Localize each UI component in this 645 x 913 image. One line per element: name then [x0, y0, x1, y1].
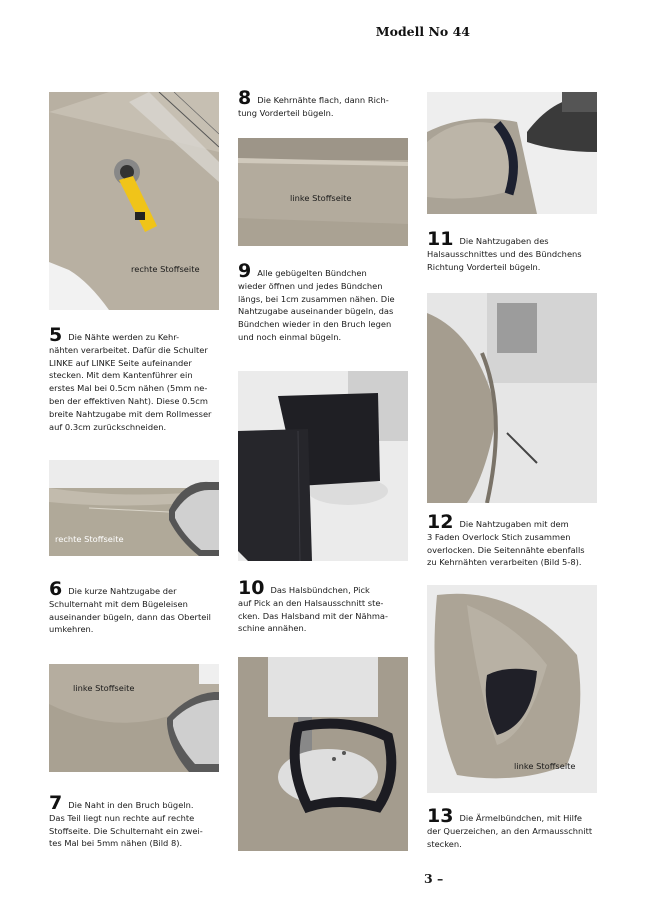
step-12-line-4: zu Kehrnähten verarbeiten (Bild 5-8).	[427, 557, 582, 568]
photo-rotary-cutter	[49, 92, 219, 310]
step-12-line-2: 3 Faden Overlock Stich zusammen	[427, 531, 571, 542]
step-13-number: 13	[427, 805, 454, 827]
step-5-line-2: nähten verarbeitet. Dafür die Schulter	[49, 344, 208, 355]
step-6-line-2: Schulternaht mit dem Bügeleisen	[49, 598, 188, 609]
step-7-number: 7	[49, 792, 63, 814]
step-6-line-3: auseinander bügeln, dann das Oberteil	[49, 611, 211, 622]
step-7	[49, 792, 224, 850]
photo-label-rechte-stoffseite: rechte Stoffseite	[131, 264, 200, 274]
page-number: 3 –	[424, 871, 444, 886]
step-9	[238, 260, 413, 344]
step-12	[427, 511, 602, 569]
step-9-line-6: und noch einmal bügeln.	[238, 331, 342, 342]
step-9-number: 9	[238, 260, 252, 282]
photo-iron-neckline	[427, 92, 597, 214]
photo-label-rechte-stoffseite-2: rechte Stoffseite	[55, 534, 124, 544]
step-9-line-4: Nahtzugabe auseinander bügeln, das	[238, 306, 394, 317]
magazine-header-title: Modell No 44	[375, 24, 470, 39]
step-9-line-1: Alle gebügelten Bündchen	[257, 268, 367, 278]
step-10	[238, 577, 413, 635]
step-5-line-4: stecken. Mit dem Kantenführer ein	[49, 370, 193, 381]
step-11-number: 11	[427, 228, 454, 250]
step-12-number: 12	[427, 511, 454, 533]
step-5-line-5: erstes Mal bei 0.5cm nähen (5mm ne-	[49, 383, 208, 394]
step-5-line-3: LINKE auf LINKE Seite aufeinander	[49, 357, 192, 368]
step-13-line-1: Die Ärmelbündchen, mit Hilfe	[459, 813, 582, 823]
step-12-line-3: overlocken. Die Seitennähte ebenfalls	[427, 544, 585, 555]
photo-label-linke-stoffseite-2: linke Stoffseite	[290, 193, 352, 203]
step-13-line-3: stecken.	[427, 838, 462, 849]
photo-iron-shoulder	[49, 460, 219, 556]
step-10-line-1: Das Halsbündchen, Pick	[270, 585, 370, 595]
photo-cuff-sewing	[238, 371, 408, 561]
photo-sleeve-cuff	[427, 585, 597, 793]
step-11-line-2: Halsausschnittes und des Bündchens	[427, 248, 582, 259]
photo-label-linke-stoffseite-3: linke Stoffseite	[514, 761, 576, 771]
step-10-line-3: cken. Das Halsband mit der Nähma-	[238, 610, 389, 621]
step-8-line-1: Die Kehrnähte flach, dann Rich-	[257, 95, 389, 105]
step-5-line-7: breite Nahtzugabe mit dem Rollmesser	[49, 408, 212, 419]
step-6-line-1: Die kurze Nahtzugabe der	[68, 586, 177, 596]
step-5-line-6: ben der effektiven Naht). Diese 0.5cm	[49, 395, 208, 406]
step-7-line-2: Das Teil liegt nun rechte auf rechte	[49, 812, 195, 823]
photo-iron-fold	[49, 664, 219, 772]
step-5	[49, 324, 224, 433]
step-9-line-5: Bündchen wieder in den Bruch legen	[238, 319, 392, 330]
step-11	[427, 228, 602, 273]
step-8-line-2: tung Vorderteil bügeln.	[238, 107, 334, 118]
step-5-line-8: auf 0.3cm zurückschneiden.	[49, 421, 167, 432]
step-5-line-1: Die Nähte werden zu Kehr-	[68, 332, 180, 342]
step-10-line-4: schine annähen.	[238, 623, 307, 634]
step-6	[49, 578, 224, 636]
step-9-line-2: wieder öffnen und jedes Bündchen	[238, 280, 383, 291]
step-13	[427, 805, 602, 850]
photo-neckband-sewing	[238, 657, 408, 851]
step-8	[238, 87, 413, 120]
step-13-line-2: der Querzeichen, an den Armausschnitt	[427, 825, 593, 836]
step-6-line-4: umkehren.	[49, 624, 94, 635]
step-6-number: 6	[49, 578, 63, 600]
photo-label-linke-stoffseite: linke Stoffseite	[73, 683, 135, 693]
step-7-line-4: tes Mal bei 5mm nähen (Bild 8).	[49, 838, 183, 849]
step-8-number: 8	[238, 87, 252, 109]
step-12-line-1: Die Nahtzugaben mit dem	[459, 519, 569, 529]
step-10-number: 10	[238, 577, 265, 599]
step-11-line-3: Richtung Vorderteil bügeln.	[427, 261, 541, 272]
step-5-number: 5	[49, 324, 63, 346]
photo-overlock	[427, 293, 597, 503]
step-9-line-3: längs, bei 1cm zusammen nähen. Die	[238, 293, 395, 304]
photo-flat-seam	[238, 138, 408, 246]
step-11-line-1: Die Nahtzugaben des	[459, 236, 549, 246]
step-7-line-1: Die Naht in den Bruch bügeln.	[68, 800, 194, 810]
step-7-line-3: Stoffseite. Die Schulternaht ein zwei-	[49, 825, 203, 836]
step-10-line-2: auf Pick an den Halsausschnitt ste-	[238, 597, 384, 608]
